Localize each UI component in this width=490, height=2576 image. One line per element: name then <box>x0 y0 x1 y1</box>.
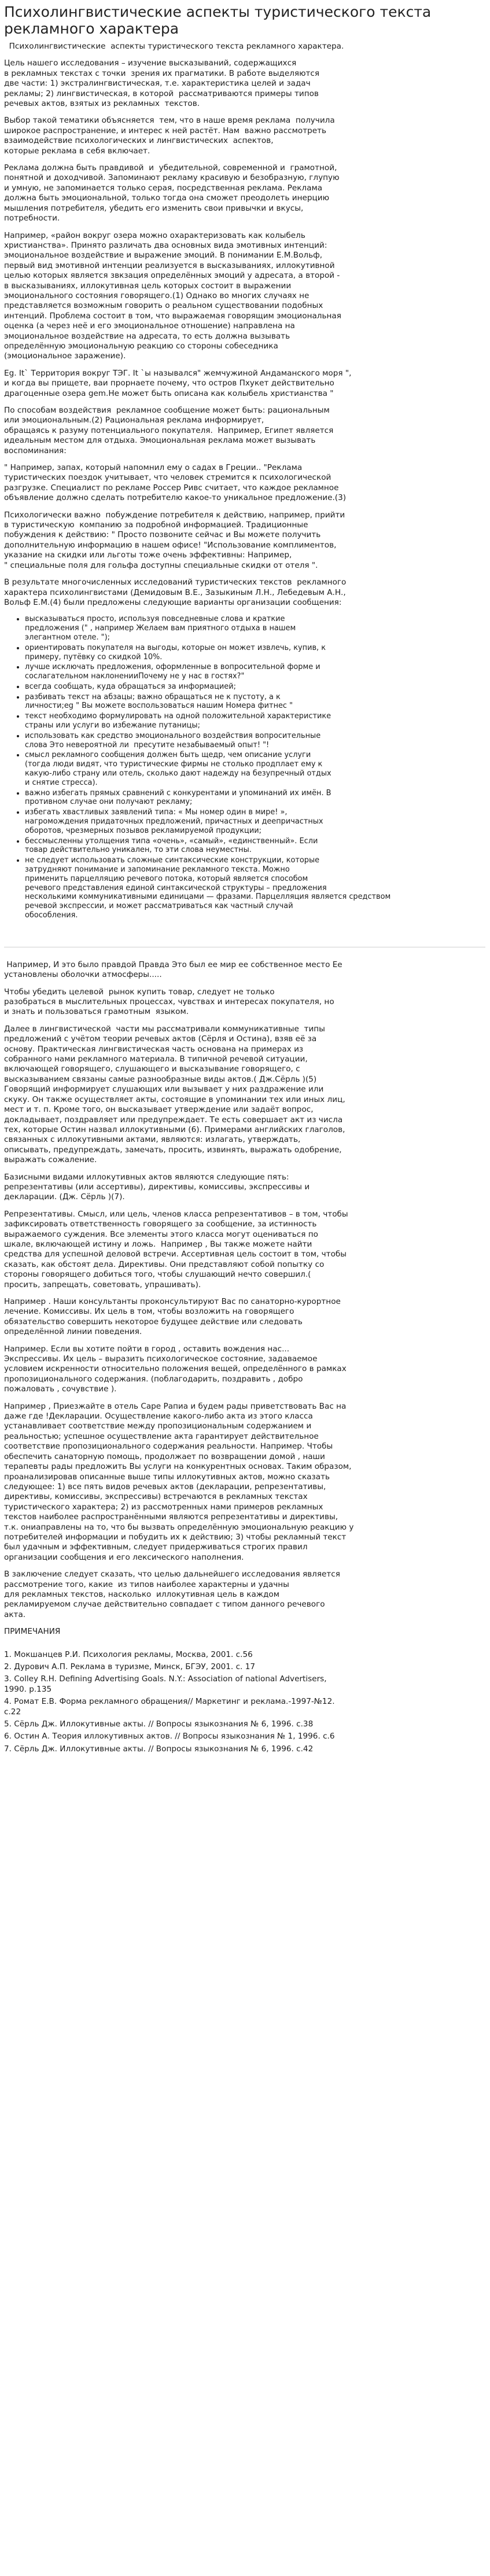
paragraph-intro-7: По способам воздействия рекламное сообщение может быть: рациональным или эмоциональным.(2) Рациональная реклама информирует, обращаясь к разуму потенциального покупателя. Например, Египет является идеальным местом для отдыха. Эмоциональная реклама может вызывать воспоминания: <box>4 406 334 455</box>
paragraph-main-3: Далее в лингвистической части мы рассматривали коммуникативные типы предложений с учётом теории речевых актов (Сёрля и Остина), взяв её за основу. Практическая лингвистическая часть основана на примерах из собранного нами рекламного материала. В типичной речевой ситуации, включающей говорящего, слушающего и высказывание говорящего, с высказыванием связаны самые разнообразные виды актов.( Дж.Сёрль )(5) Говорящий информирует слушающих или вызывает у них раздражение или скуку. Он также осуществляет акты, состоящие в упоминании тех или иных лиц, мест и т. п. Кроме того, он высказывает утверждение или задаёт вопрос, докладывает, поздравляет или предупреждает. Те есть совершает акт из числа тех, которые Остин назвал иллокутивными (6). Примерами английских глаголов, связанных с иллокутивными актами, являются: излагать, утверждать, описывать, предупреждать, замечать, просить, извинять, выражать одобрение, выражать сожаление. <box>4 1024 345 1165</box>
list-item: • разбивать текст на абзацы; важно обращаться не к пустоту, а к личности;eg " Вы можете воспользоваться нашим Номера фитнес " <box>25 693 485 711</box>
intro-section <box>4 42 485 608</box>
paragraph-main-8: Например , Приезжайте в отель Саре Рапиа и будем рады приветствовать Вас на даже где !Декларации. Осуществление какого-либо акта из этого класса устанавливает соответствие между пропозициональным содержанием и реальностью; успешное осуществление акта гарантирует действительное соответствие пропозиционального содержания реальности. Например. Чтобы обеспечить санаторную помощь, продолжает по возвращении домой , наши терапевты рады предложить Вы услуги на конкурентных основах. Таким образом, проанализировав описанные выше типы иллокутивных актов, можно сказать следующее: 1) все пять видов речевых актов (декларации, репрезентативы, директивы, комиссивы, экспрессивы) встречаются в рекламных текстах туристического характера; 2) из рассмотренных нами примеров рекламных текстов наиболее распространёнными являются репрезентативы и директивы, т.к. ониаправлены на то, что бы вызвать определённую эмоциональную реакцию у потребителей информации и побудить их к действию; 3) чтобы рекламный текст был удачным и эффективным, следует придерживаться строгих правил организации сообщения и его лексического наполнения. <box>4 1401 354 1562</box>
paragraph-intro-4: Реклама должна быть правдивой и убедительной, современной и грамотной, понятной и доходчивой. Запоминают рекламу красивую и безобразную, глупую и умную, не запоминается только серая, посредственная реклама. Реклама должна быть эмоциональной, только тогда она сможет преодолеть инерцию мышления потребителя, убедить его изменить свои привычки и вкусы, потребности. <box>4 163 340 223</box>
list-item: • не следует использовать сложные синтаксические конструкции, которые затрудняют понимание и запоминание рекламного текста. Можно применить парцелляцию речевого потока, который является способом речевого представления единой синтаксической структуры – предложения несколькими коммуникативными единицами — фразами. Парцелляция является средством речевой экспрессии, и может рассматриваться как частный случай обособления. <box>25 856 485 920</box>
list-item: • бессмысленны утолщения типа «очень», «самый», «единственный». Если товар действительно уникален, то эти слова неуместны. <box>25 837 485 855</box>
paragraph-intro-2: Цель нашего исследования – изучение высказываний, содержащихся в рекламных текстах с точки зрения их прагматики. В работе выделяются две части: 1) экстралингвистическая, т.е. характеристика целей и задач рекламы; 2) лингвистическая, в которой рассматриваются примеры типов речевых актов, взятых из рекламных текстов. <box>4 58 320 109</box>
paragraph-intro-1: Психолингвистические аспекты туристического текста рекламного характера. <box>4 42 344 51</box>
paragraph-main-7: Например. Если вы хотите пойти в город , оставить вождения нас... Экспрессивы. Их цель – выразить психологическое состояние, задаваемое условием искренности относительно положения вещей, определённого в рамках пропозиционального содержания. (поблагодарить, поздравить , добро пожаловать , сочувствие ). <box>4 1344 347 1394</box>
paragraph-main-1: Например, И это было правдой Правда Это был ее мир ее собственное место Ее установлены оболочки атмосферы..... <box>4 960 342 980</box>
reference-item: 7. Сёрль Дж. Иллокутивные акты. // Вопросы языкознания № 6, 1996. с.42 <box>4 1744 314 1754</box>
list-item: • всегда сообщать, куда обращаться за информацией; <box>25 682 485 692</box>
paragraph-main-9: В заключение следует сказать, что целью дальнейшего исследования является рассмотрение того, какие из типов наиболее характерны и удачны для рекламных текстов, насколько иллокутивная цель в каждом рекламируемом случае действительно совпадает с типом данного речевого акта. <box>4 1570 340 1619</box>
paragraph-main-5: Репрезентативы. Смысл, или цель, членов класса репрезентативов – в том, чтобы зафиксировать ответственность говорящего за сообщение, за истинность выражаемого суждения. Все элементы этого класса могут оцениваться по шкале, включающей истину и ложь. Например , Вы также можете найти средства для успешной деловой встречи. Ассертивная цель состоит в том, чтобы сказать, как обстоят дела. Директивы. Они представляют собой попытку со стороны говорящего добиться того, чтобы слушающий нечто совершил.( просить, запрещать, советовать, упрашивать). <box>4 1209 348 1289</box>
references-section <box>4 1627 485 1754</box>
list-item: • использовать как средство эмоционального воздействия вопросительные слова Это невероятной ли пресутите незабываемый опыт! "! <box>25 732 485 750</box>
reference-item: 4. Ромат Е.В. Форма рекламного обращения// Маркетинг и реклама.-1997-№12. с.22 <box>4 1697 335 1717</box>
reference-item: 6. Остин А. Теория иллокутивных актов. // Вопросы языкознания № 1, 1996. с.6 <box>4 1732 335 1741</box>
list-item: • высказываться просто, используя повседневные слова и краткие предложения (" , например Желаем вам приятного отдыха в нашем элегантном отеле. "); <box>25 615 485 642</box>
paragraph-intro-9: Психологически важно побуждение потребителя к действию, например, прийти в туристическую компанию за подробной информацией. Традиционные побуждения к действию: " Просто позвоните сейчас и Вы можете получить дополнительную информацию в нашем офисе! "Использование комплиментов, указание на скидки или льготы тоже очень эффективны: Например, " специальные поля для гольфа доступны специальные скидки от отеля ". <box>4 510 345 570</box>
list-item: • смысл рекламного сообщения должен быть щедр, чем описание услуги (тогда люди видят, что туристические фирмы не столько продплает ему к какую-либо страну или отель, сколько дают надежду на безупречный отдых и снятие стресса). <box>25 751 485 787</box>
list-item: • ориентировать покупателя на выгоды, которые он может извлечь, купив, к примеру, путёвку со скидкой 10%. <box>25 644 485 662</box>
paragraph-intro-10: В результате многочисленных исследований туристических текстов рекламного характера психолингвистами (Демидовым В.Е., Зазыкиным Л.Н., Лебедевым А.Н., Вольф Е.М.(4) были предложены следующие варианты организации сообщения: <box>4 578 347 607</box>
reference-item: 3. Colley R.H. Defining Advertising Goals. N.Y.: Association of national Advertisers, 1990. p.135 <box>4 1674 327 1694</box>
paragraph-intro-5: Например, «район вокруг озера можно охарактеризовать как колыбель христианства». Принято различать два основных вида эмотивных интенций: эмоциональное воздействие и выражение эмоций. В понимании Е.М.Вольф, первый вид эмотивной интенции реализуется в высказываниях, иллокутивной целью которых является звкзация определённых эмоций у адресата, а второй - в высказываниях, иллокутивная цель которых состоит в выражении эмоционального состояния говорящего.(1) Однако во многих случаях не представляется возможным говорить о реальном существовании подобных интенций. Проблема состоит в том, что выражаемая говорящим эмоциональная оценка (а через неё и его эмоциональное отношение) направлена на эмоциональное воздействие на адресата, то есть должна вызывать определённую эмоциональную реакцию со стороны собеседника (эмоциональное заражение). <box>4 230 341 361</box>
recommendations-list <box>4 615 485 920</box>
paragraph-intro-6: Eg. It` Территория вокруг ТЭГ. It `ы назывался" жемчужиной Андаманского моря ", и когда вы прищете, ваи прорнаете почему, что остров Пхукет действительно драгоценные озера gem.Не может быть описана как колыбель христианства " <box>4 368 352 398</box>
document-title: Психолингвистические аспекты туристического текста рекламного характера <box>4 3 432 37</box>
list-item: • текст необходимо формулировать на одной положительной характеристике страны или услуги во избежание путаницы; <box>25 712 485 730</box>
paragraph-main-2: Чтобы убедить целевой рынок купить товар, следует не только разобраться в мыслительных процессах, чувствах и интересах покупателя, но и знать и пользоваться грамотным языком. <box>4 987 334 1017</box>
list-item: • избегать хвастливых заявлений типа: « Мы номер один в мире! », нагромождения придаточных предложений, причастных и деепричастных оборотов, чрезмерных позывов рекламируемой продукции; <box>25 808 485 835</box>
main-section <box>4 960 485 1620</box>
reference-item: 2. Дурович А.П. Реклама в туризме, Минск, БГЭУ, 2001. с. 17 <box>4 1662 255 1671</box>
paragraph-main-6: Например . Наши консультанты проконсультируют Вас по санаторно-курортное лечение. Комиссивы. Их цель в том, чтобы возложить на говорящего обязательство совершить некоторое будущее действие или следовать определённой линии поведения. <box>4 1297 341 1337</box>
reference-item: 5. Сёрль Дж. Иллокутивные акты. // Вопросы языкознания № 6, 1996. с.38 <box>4 1719 314 1729</box>
list-item: • важно избегать прямых сравнений с конкурентами и упоминаний их имён. В противном случае они получают рекламу; <box>25 789 485 807</box>
paragraph-intro-8: " Например, запах, который напомнил ему о садах в Греции.. "Реклама туристических поездок учитывает, что человек стремится к психологической разгрузке. Специалист по рекламе Россер Ривс считает, что каждое рекламное объявление должно сделать потребителю какое-то уникальное предложение.(3) <box>4 463 347 503</box>
list-item: • лучше исключать предложения, оформленные в вопросительной форме и сослагательном наклоненииПочему не у нас в гостях?" <box>25 663 485 681</box>
paragraph-intro-3: Выбор такой тематики объясняется тем, что в наше время реклама получила широкое распространение, и интерес к ней растёт. Нам важно рассмотреть взаимодействие психологических и лингвистических аспектов, которые реклама в себя включает. <box>4 116 335 156</box>
reference-item: 1. Мокшанцев Р.И. Психология рекламы, Москва, 2001. с.56 <box>4 1649 253 1659</box>
references-title: ПРИМЕЧАНИЯ <box>4 1627 61 1637</box>
paragraph-main-4: Базисными видами иллокутивных актов являются следующие пять: репрезентативы (или ассертивы), директивы, комиссивы, экспрессивы и декларации. (Дж. Сёрль )(7). <box>4 1172 310 1202</box>
